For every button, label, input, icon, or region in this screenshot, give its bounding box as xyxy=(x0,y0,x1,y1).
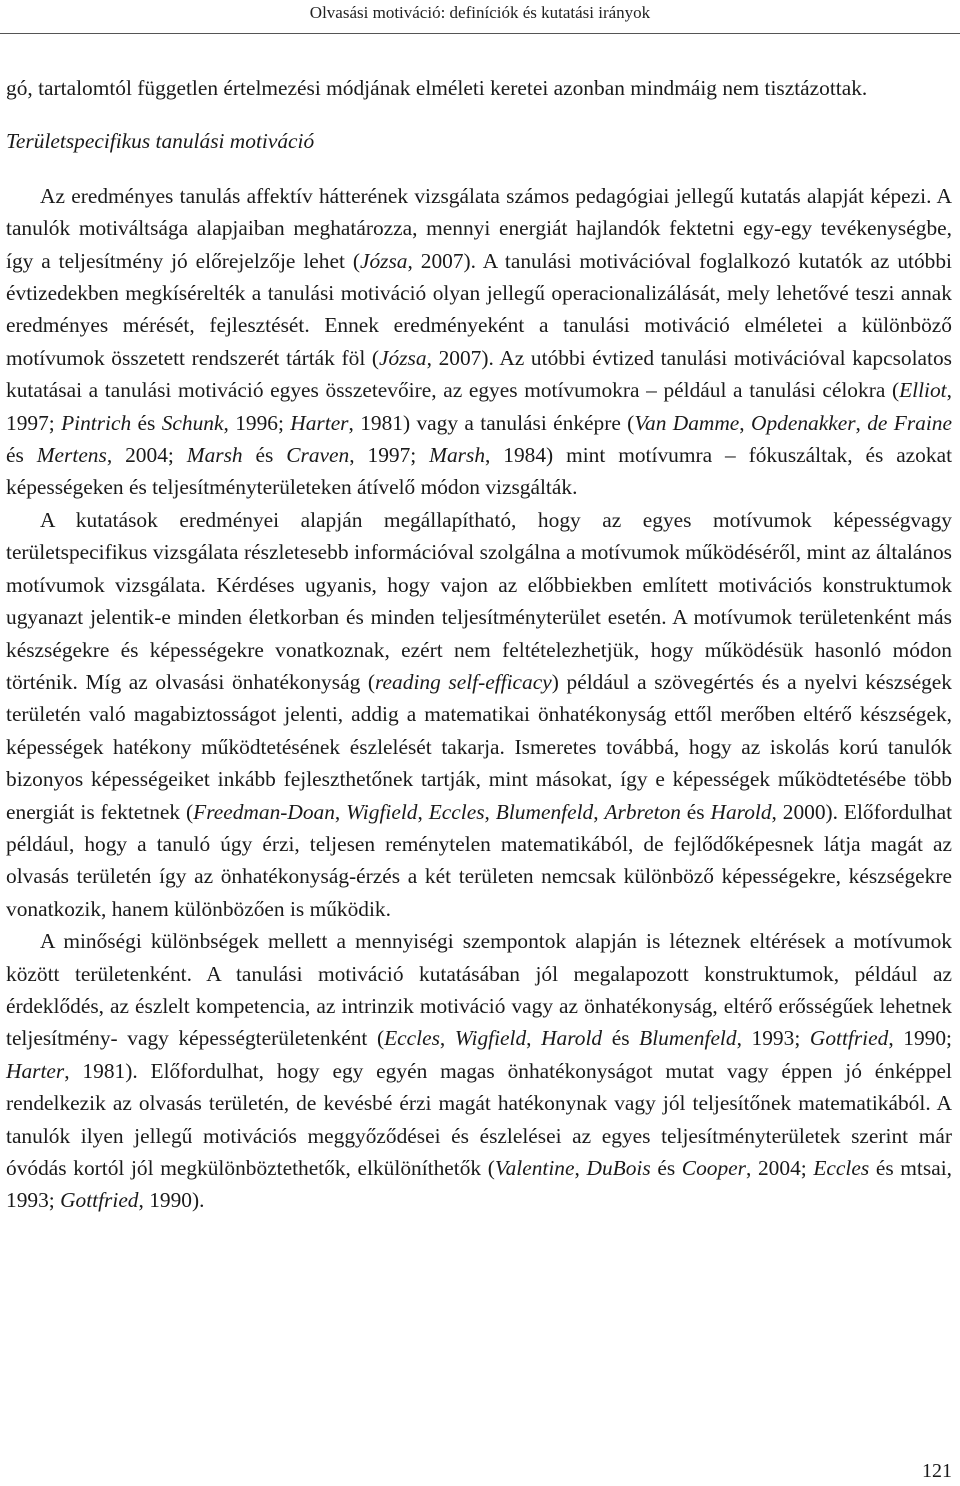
citation-author: Eccles xyxy=(428,799,485,824)
header-rule xyxy=(0,33,960,34)
text-span: , 1993; xyxy=(736,1026,810,1051)
body-text xyxy=(6,72,952,1217)
text-span: és xyxy=(650,1156,682,1180)
text-span: és mtsai, 1993; xyxy=(6,1156,952,1213)
citation-author: Opdenakker xyxy=(751,410,856,435)
text-span: és xyxy=(6,443,37,468)
text-span: , 2007). Az utóbbi évtized tanulási motivációval kapcsolatos kutatásai a tanulási motiváció egyes összetevőire, az egyes motívumokra – például a tanulási célokra ( xyxy=(6,345,952,403)
citation-author: Arbreton xyxy=(604,799,681,824)
text-span: , 1981) vagy a tanulási énképre ( xyxy=(348,410,635,435)
citation-author: de Fraine xyxy=(867,410,952,435)
citation-author: Craven xyxy=(286,443,350,468)
citation-author: DuBois xyxy=(586,1156,651,1180)
text-span: és xyxy=(242,443,287,468)
text-span: , xyxy=(439,1026,455,1051)
text-span: , 2007). A tanulási motivációval foglalkozó kutatók az utóbbi évtizedekben megkísérelték a tanulási motiváció olyan jellegű operacionalizálását, mely lehetővé teszi annak eredményes mérését, fejlesztését. Ennek eredményeként a tanulási motiváció elméletei a különböző motívumok összetett rendszerét tárták föl ( xyxy=(6,248,952,370)
citation-author: Van Damme xyxy=(634,410,740,435)
text-span: , xyxy=(574,1156,587,1180)
citation-author: Gottfried xyxy=(60,1188,139,1213)
text-span: és xyxy=(680,799,711,824)
citation-author: Blumenfeld xyxy=(495,799,594,824)
text-span: , 1990). xyxy=(138,1188,205,1213)
citation-author: Gottfried xyxy=(809,1026,889,1051)
running-header: Olvasási motiváció: definíciók és kutatási irányok xyxy=(309,3,651,22)
text-span: , 1990; xyxy=(888,1026,952,1051)
text-span: és xyxy=(602,1026,640,1051)
text-span: , 2000). Előfordulhat például, hogy a tanuló úgy érzi, teljesen reménytelen matematikából, de fejlődőképesnek látja magát az olvasás területén így az önhatékonyság-érzés a két területen nemcsak különböző képességekre, készségekre vonatkozik, hanem különbözően is működik. xyxy=(6,799,953,921)
text-span: , xyxy=(484,799,496,824)
citation-author: Harter xyxy=(6,1058,65,1083)
text-span: , xyxy=(334,799,347,824)
text-span: , 1996; xyxy=(223,410,291,435)
citation-author: Harter xyxy=(290,410,349,435)
section-heading: Területspecifikus tanulási motiváció xyxy=(6,129,315,154)
citation-author: Freedman-Doan xyxy=(193,799,335,824)
text-span: , xyxy=(526,1026,542,1051)
paragraph-2 xyxy=(6,504,952,925)
text-span: Az eredményes tanulás affektív hátterének vizsgálata számos pedagógiai jellegű kutatás alapját képezi. A tanulók motiváltsága alapjaiban meghatározza, mennyi energiát hajlandók fektetni egy-egy tevékenységbe, így a teljesítmény jó előrejelzője lehet ( xyxy=(6,183,952,273)
text-span: , 2004; xyxy=(106,443,187,468)
text-span: és xyxy=(131,410,162,435)
text-span: , 1981). Előfordulhat, hogy egy egyén magas önhatékonyságot mutat vagy éppen jó énképpel rendelkezik az olvasás területén, de kevésbé érzi magát hatékonynak vagy jól teljesítőnek matematikából. A tanulók ilyen jellegű motivációs meggyőződései és észlelései az egyes teljesítményterületek szerint már óvódás kortól jól megkülönböztethetők, elkülöníthetők ( xyxy=(6,1058,952,1180)
citation-author: Józsa xyxy=(359,248,408,273)
citation-author: Harold xyxy=(710,799,772,824)
text-span: , xyxy=(417,799,429,824)
citation-author: Cooper xyxy=(681,1156,746,1180)
citation-author: Blumenfeld xyxy=(639,1026,737,1051)
italic-term: reading self-efficacy xyxy=(375,669,552,694)
text-span: , xyxy=(739,410,751,435)
text-span: , xyxy=(593,799,605,824)
text-span: , 2004; xyxy=(745,1156,814,1180)
citation-author: Wigfield xyxy=(346,799,418,824)
citation-author: Józsa xyxy=(379,345,427,370)
citation-author: Elliot xyxy=(899,378,947,403)
text-span: , 1997; xyxy=(349,443,430,468)
paragraph-1 xyxy=(6,180,952,504)
citation-author: Eccles xyxy=(813,1156,870,1180)
text-span: , 1997; xyxy=(6,378,952,435)
text-span: A kutatások eredményei alapján megállapítható, hogy az egyes motívumok képességvagy területspecifikus vizsgálata részletesebb információval szolgálna a motívumok működéséről, mint az általános motívumok vizsgálata. Kérdéses ugyanis, hogy vajon az előbbiekben említett motivációs konstruktumok ugyanazt jelentik-e minden életkorban és minden teljesítményterület esetén. A motívumok területenként más készségekre és képességekre vonatkoznak, ezért nem feltételezhetjük, hogy működésük hasonló módon történik. Míg az olvasási önhatékonyság ( xyxy=(6,507,952,694)
citation-author: Eccles xyxy=(384,1026,440,1051)
paragraph-3 xyxy=(6,925,952,1217)
citation-author: Wigfield xyxy=(454,1026,527,1051)
citation-author: Pintrich xyxy=(61,410,132,435)
text-span: ) például a szövegértés és a nyelvi készségek területén való magabiztosságot jelenti, addig a matematikai önhatékonyság ettől merőben eltérő készségek, képességek hatékony működtetésének észlelését takarja. Ismeretes továbbá, hogy az iskolás korú tanulók bizonyos képességeiket inkább fejleszthetőnek tartják, mint másokat, így e képességek működtetésébe több energiát is fektetnek ( xyxy=(6,669,952,824)
citation-author: Marsh xyxy=(429,443,486,468)
citation-author: Marsh xyxy=(186,443,243,468)
citation-author: Valentine xyxy=(494,1156,575,1180)
citation-author: Harold xyxy=(541,1026,603,1051)
text-span: , xyxy=(855,410,868,435)
citation-author: Schunk xyxy=(161,410,224,435)
paragraph-continued: gó, tartalomtól független értelmezési módjának elméleti keretei azonban mindmáig nem tisztázottak. xyxy=(6,76,868,100)
text-span: A minőségi különbségek mellett a mennyiségi szempontok alapján is léteznek eltérések a motívumok között területenként. A tanulási motiváció kutatásában jól megalapozott konstruktumok, például az érdeklődés, az észlelt kompetencia, az intrinzik motiváció vagy az önhatékonyság, eltérő erősségűek lehetnek teljesítmény- vagy képességterületenként ( xyxy=(6,929,952,1051)
text-span: , 1984) mint motívumra – fókuszáltak, és azokat képességeken és teljesítményterületeken átívelő módon vizsgálták. xyxy=(6,443,953,500)
page-number: 121 xyxy=(922,1460,952,1482)
citation-author: Mertens xyxy=(36,443,107,468)
